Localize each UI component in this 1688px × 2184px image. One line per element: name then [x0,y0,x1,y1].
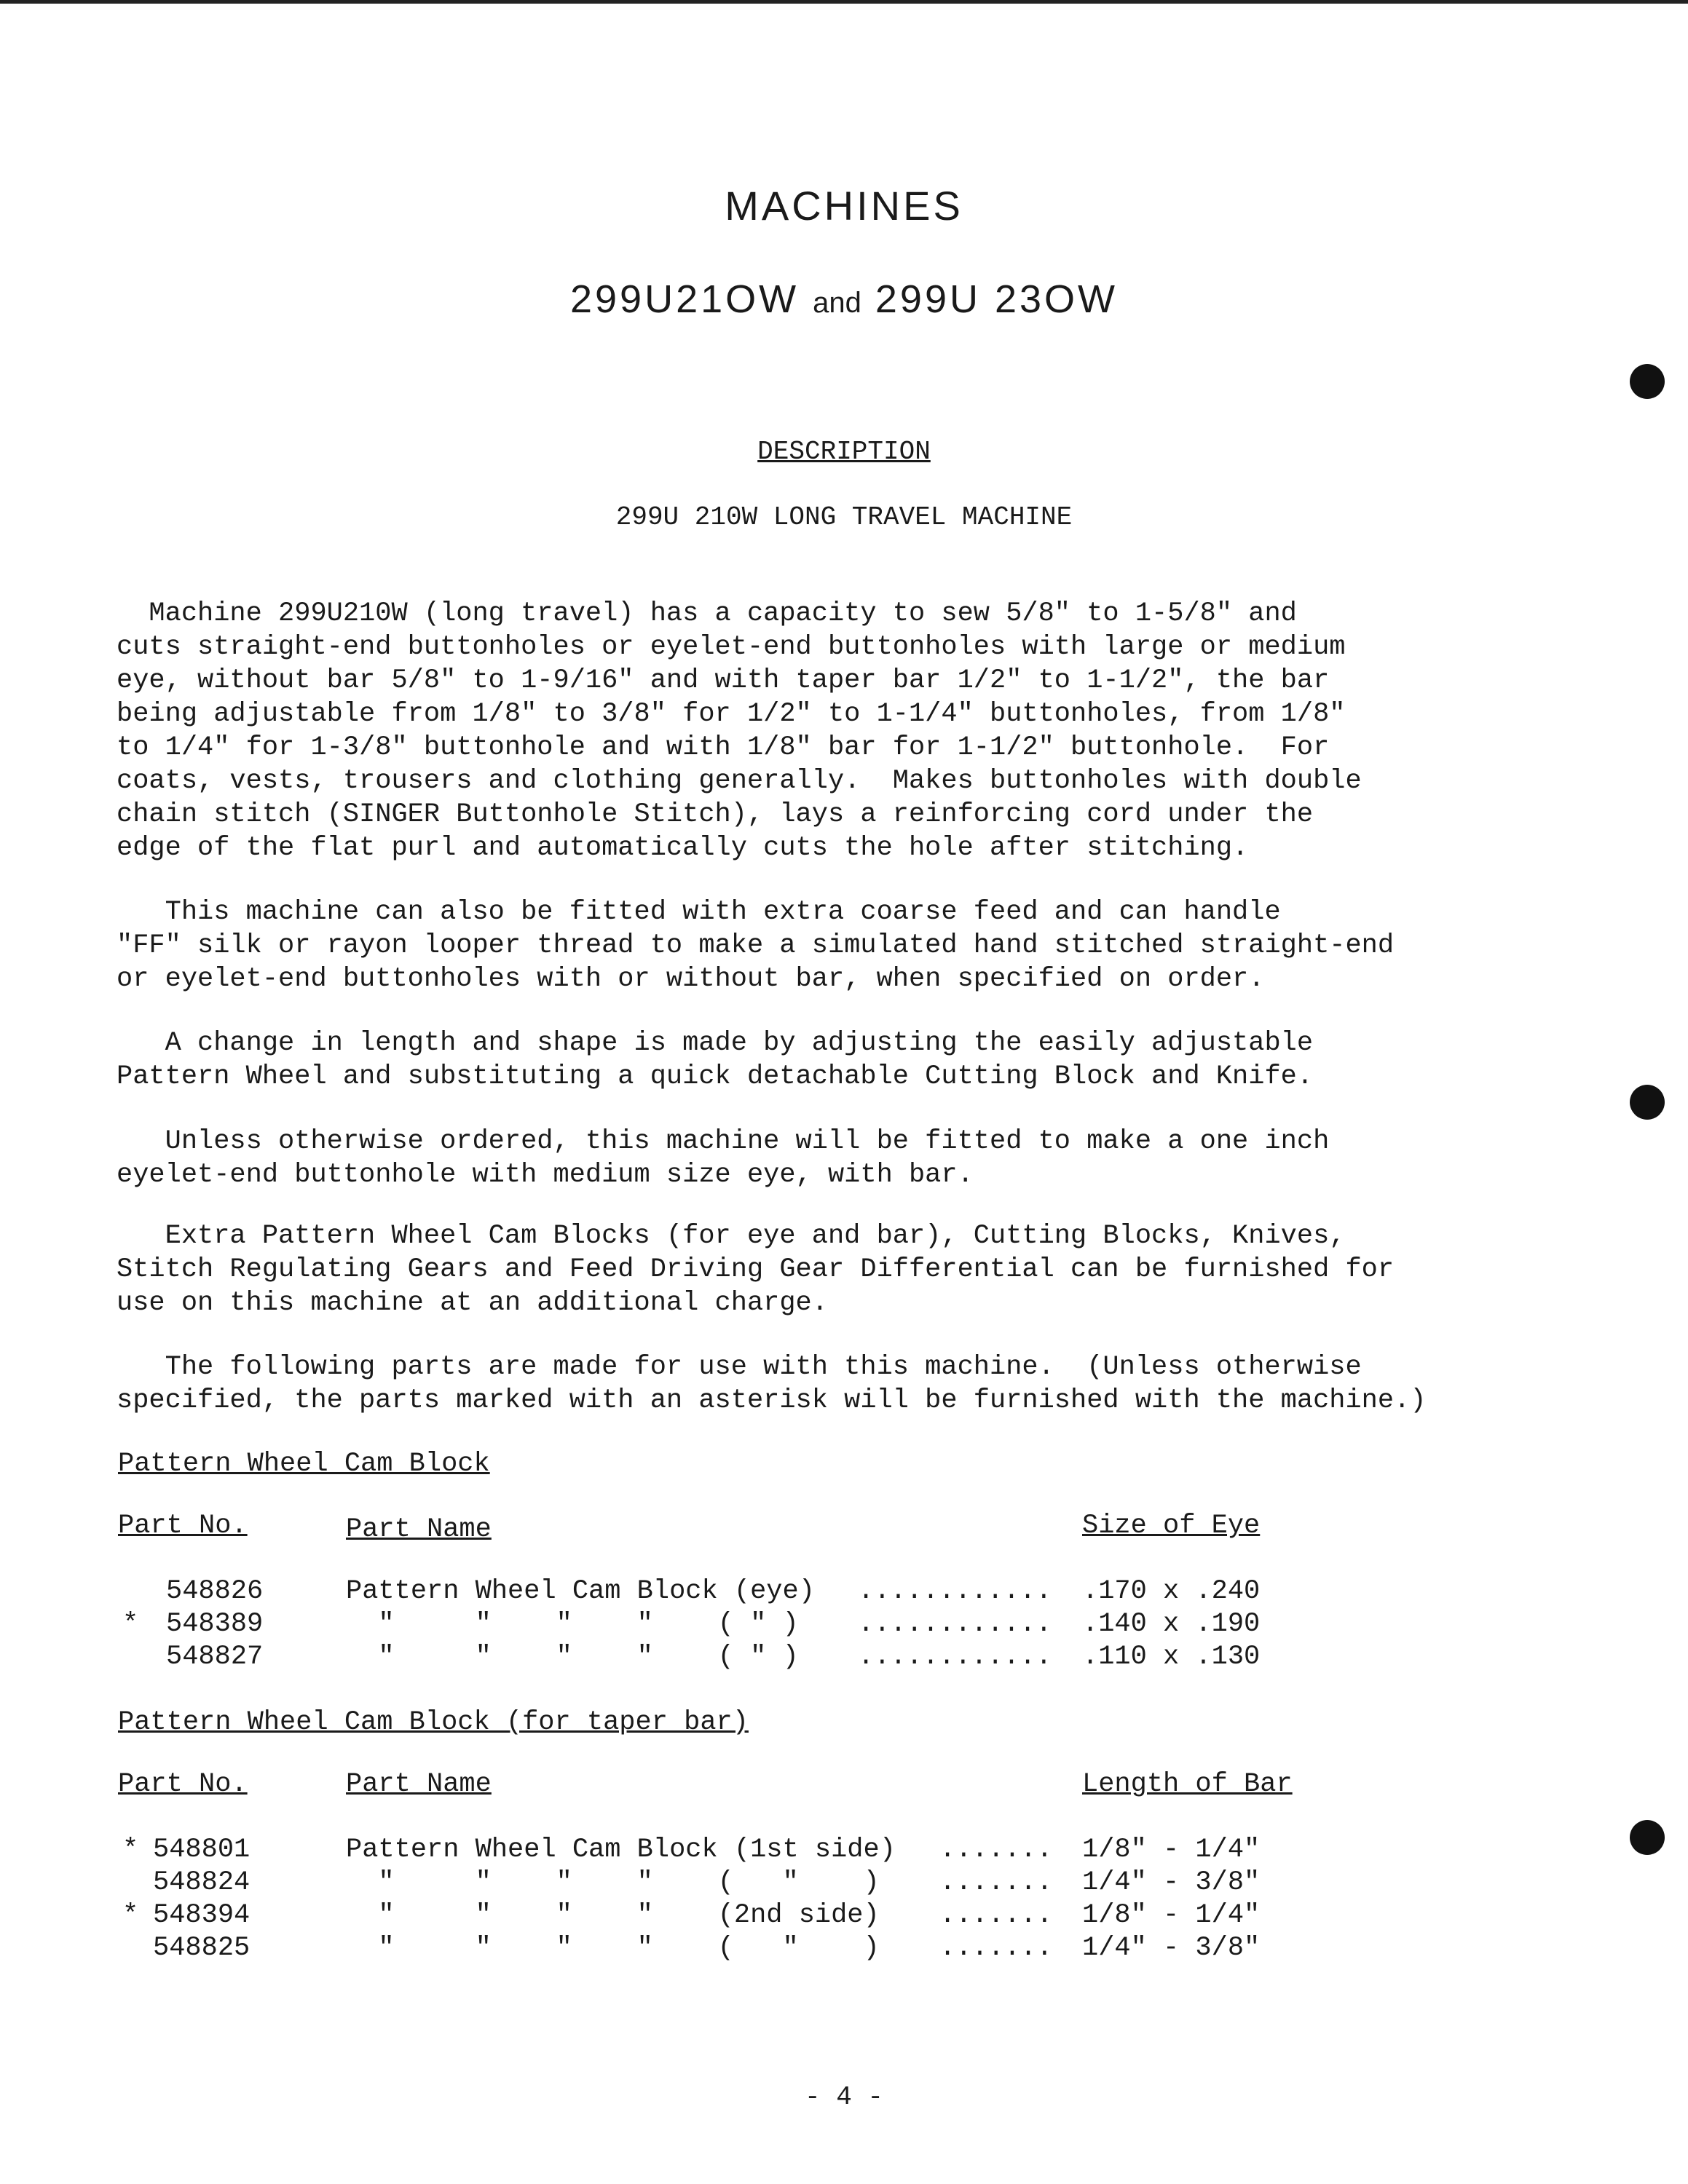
page-number: - 4 - [804,2082,884,2112]
column-header-part-name: Part Name [346,1769,492,1800]
table-row [0,1933,1688,1966]
table-row [0,1609,1688,1642]
text-line: eyelet-end buttonhole with medium size eye, with bar. [117,1160,974,1190]
model-b: 299U 23OW [875,277,1119,321]
size-value: .110 x .130 [1082,1642,1261,1672]
part-name: Pattern Wheel Cam Block (eye) [346,1576,815,1607]
text-line: "FF" silk or rayon looper thread to make a simulated hand stitched straight-end [117,930,1395,961]
dot-leader: ....... [939,1867,1053,1898]
binder-hole-icon [1630,1085,1665,1120]
column-header-part-no: Part No. [118,1511,248,1541]
table-row [0,1835,1688,1868]
part-number: 548825 [153,1933,251,1963]
text-line: to 1/4" for 1-3/8" buttonhole and with 1/8" bar for 1-1/2" buttonhole. For [117,732,1330,763]
size-value: .170 x .240 [1082,1576,1261,1607]
text-line: A change in length and shape is made by adjusting the easily adjustable [117,1028,1314,1059]
text-line: or eyelet-end buttonholes with or without bar, when specified on order. [117,964,1265,994]
asterisk-mark: * [122,1900,139,1931]
paragraph-change-length [117,1026,1471,1093]
dot-leader: ....... [939,1900,1053,1931]
dot-leader: ....... [939,1933,1053,1963]
text-line: eye, without bar 5/8" to 1-9/16" and with taper bar 1/2" to 1-1/2", the bar [117,665,1330,696]
section-heading-taper-bar: Pattern Wheel Cam Block (for taper bar) [118,1707,749,1738]
table-row [0,1576,1688,1610]
dot-leader: ............ [858,1576,1052,1607]
text-line: coats, vests, trousers and clothing generally. Makes buttonholes with double [117,766,1362,796]
paragraph-default-fit [117,1125,1471,1192]
paragraph-capacity [117,597,1471,865]
asterisk-mark: * [122,1835,139,1865]
part-name: " " " " ( " ) [346,1933,880,1963]
bar-length-value: 1/8" - 1/4" [1082,1835,1261,1865]
text-line: specified, the parts marked with an asterisk will be furnished with the machine.) [117,1385,1427,1416]
part-number: 548389 [166,1609,264,1639]
part-name: " " " " ( " ) [346,1867,880,1898]
text-line: being adjustable from 1/8" to 3/8" for 1/2" to 1-1/4" buttonholes, from 1/8" [117,699,1346,729]
part-name: " " " " ( " ) [346,1609,799,1639]
text-line: The following parts are made for use with this machine. (Unless otherwise [117,1352,1362,1382]
size-value: .140 x .190 [1082,1609,1261,1639]
text-line: Machine 299U210W (long travel) has a capacity to sew 5/8" to 1-5/8" and [117,598,1297,629]
bar-length-value: 1/8" - 1/4" [1082,1900,1261,1931]
table-row [0,1867,1688,1901]
text-line: Stitch Regulating Gears and Feed Driving Gear Differential can be furnished for [117,1254,1395,1285]
table-row [0,1642,1688,1675]
and-word: and [813,287,861,319]
part-number: 548824 [153,1867,251,1898]
top-border-line [0,0,1688,4]
dot-leader: ............ [858,1609,1052,1639]
part-name: Pattern Wheel Cam Block (1st side) [346,1835,896,1865]
column-header-part-name: Part Name [346,1514,492,1545]
text-line: Pattern Wheel and substituting a quick detachable Cutting Block and Knife. [117,1061,1314,1092]
column-header-length-of-bar: Length of Bar [1082,1769,1293,1800]
machine-heading: 299U 210W LONG TRAVEL MACHINE [615,502,1073,532]
part-number: 548826 [166,1576,264,1607]
bar-length-value: 1/4" - 3/8" [1082,1933,1261,1963]
part-name: " " " " ( " ) [346,1642,799,1672]
page-title: MACHINES [725,183,963,229]
text-line: chain stitch (SINGER Buttonhole Stitch), lays a reinforcing cord under the [117,799,1314,830]
model-title [0,277,1688,322]
paragraph-extras [117,1219,1471,1320]
text-line: edge of the flat purl and automatically cuts the hole after stitching. [117,833,1249,863]
description-heading: DESCRIPTION [757,437,931,467]
column-header-part-no: Part No. [118,1769,248,1800]
part-number: 548394 [153,1900,251,1931]
paragraph-parts-note [117,1350,1471,1417]
bar-length-value: 1/4" - 3/8" [1082,1867,1261,1898]
asterisk-mark: * [122,1609,139,1639]
part-number: 548801 [153,1835,251,1865]
paragraph-coarse-feed [117,895,1471,996]
text-line: This machine can also be fitted with extra coarse feed and can handle [117,897,1281,927]
text-line: cuts straight-end buttonholes or eyelet-end buttonholes with large or medium [117,632,1346,662]
part-name: " " " " (2nd side) [346,1900,880,1931]
column-header-size-of-eye: Size of Eye [1082,1511,1261,1541]
binder-hole-icon [1630,364,1665,399]
table-row [0,1900,1688,1934]
text-line: use on this machine at an additional charge. [117,1288,828,1318]
text-line: Extra Pattern Wheel Cam Blocks (for eye and bar), Cutting Blocks, Knives, [117,1221,1346,1251]
part-number: 548827 [166,1642,264,1672]
section-heading-cam-block: Pattern Wheel Cam Block [118,1449,490,1479]
dot-leader: ............ [858,1642,1052,1672]
text-line: Unless otherwise ordered, this machine will be fitted to make a one inch [117,1126,1330,1157]
dot-leader: ....... [939,1835,1053,1865]
model-a: 299U21OW [569,277,800,321]
